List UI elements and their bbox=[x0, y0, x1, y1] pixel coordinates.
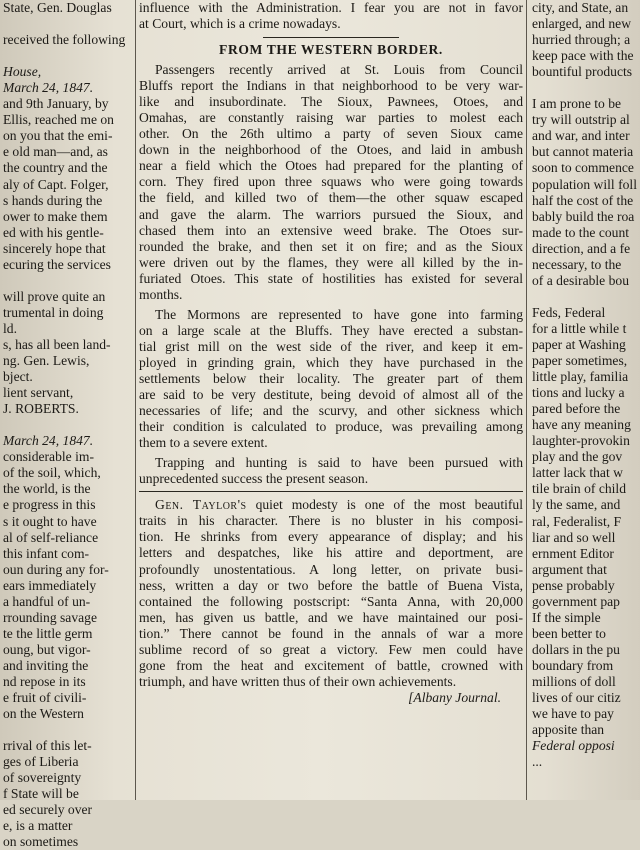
right-column-line: but cannot materia bbox=[532, 144, 634, 160]
right-column-line: of a desirable bou bbox=[532, 272, 630, 288]
paragraph-indians bbox=[139, 62, 523, 303]
right-column-line: ral, Federalist, F bbox=[532, 513, 622, 529]
left-column-line: the country and the bbox=[3, 160, 108, 176]
paragraph-line: ness, written a day or two before the battle of Buena Vista, bbox=[139, 577, 523, 593]
left-column-line: and 9th January, by bbox=[3, 96, 109, 112]
left-column-line bbox=[0, 273, 132, 289]
right-column-line: I am prone to be bbox=[532, 96, 622, 112]
left-column-line: and inviting the bbox=[3, 657, 89, 673]
center-column bbox=[139, 0, 523, 706]
right-column-line: for a little while t bbox=[532, 320, 627, 336]
paragraph-line: letters and despatches, like his attire and deportment, are bbox=[139, 545, 523, 561]
left-column-line: this infant com- bbox=[3, 545, 90, 561]
right-column-line: enlarged, and new bbox=[532, 16, 632, 32]
paragraph-line: at Court, which is a crime nowadays. bbox=[139, 16, 341, 32]
left-column-line: te the little germ bbox=[3, 625, 93, 641]
right-column-line: Feds, Federal bbox=[532, 304, 606, 320]
right-column-line: play and the gov bbox=[532, 449, 623, 465]
right-column-line: keep pace with the bbox=[532, 48, 634, 64]
paragraph-line: Omahas, are constantly raising war parties to molest each bbox=[139, 110, 523, 126]
paragraph-line: settlements below their locality. The greater part of them bbox=[139, 370, 523, 386]
right-column-line: tions and lucky a bbox=[532, 385, 625, 401]
right-column-line: boundary from bbox=[532, 657, 614, 673]
paragraph-line: are said to be very destitute, being devoid of almost all of the bbox=[139, 387, 523, 403]
paragraph-line: Gen. Taylor's quiet modesty is one of the most beautiful bbox=[155, 497, 523, 513]
left-column-line: aly of Capt. Folger, bbox=[3, 176, 109, 192]
left-column-line: Ellis, reached me on bbox=[3, 112, 114, 128]
paragraph-line: near a field which the Otoes had prepared for the planting of bbox=[139, 158, 523, 174]
paragraph-line: Bluffs report the Indians in that neighborhood to be very war- bbox=[139, 78, 523, 94]
paragraph-line: ployed in grinding grain, which they have purchased in the bbox=[139, 354, 523, 370]
right-column-line: and war, and inter bbox=[532, 128, 630, 144]
left-column-line: s, has all been land- bbox=[3, 336, 111, 352]
paragraph-line: influence with the Administration. I fear you are not in favor bbox=[139, 0, 523, 15]
source-credit: [Albany Journal. bbox=[408, 689, 501, 705]
paragraph-line: Passengers recently arrived at St. Louis from Council bbox=[155, 62, 523, 78]
right-column-line: Federal opposi bbox=[532, 738, 615, 754]
right-column-line: latter lack that w bbox=[532, 465, 623, 481]
right-column-line: millions of doll bbox=[532, 673, 616, 689]
left-column-line: March 24, 1847. bbox=[3, 80, 94, 96]
paragraph-line: Trapping and hunting is said to have been pursued with bbox=[155, 455, 523, 471]
right-column-line bbox=[530, 289, 640, 305]
left-column-line: f State will be bbox=[3, 786, 79, 802]
paragraph-line: sublime record of so great a victory. Few men could have bbox=[139, 641, 523, 657]
right-column-line: city, and State, an bbox=[532, 0, 629, 15]
right-column-line: ... bbox=[532, 754, 543, 770]
paragraph-line: gone from the heat and excitement of battle, crowned with bbox=[139, 657, 523, 673]
left-column-line: oung, but vigor- bbox=[3, 641, 91, 657]
left-column-line: e progress in this bbox=[3, 497, 96, 513]
paragraph-line: down in the neighborhood of the Otoes, and laid in ambush bbox=[139, 142, 523, 158]
paragraph-line: contained the following postscript: “Santa Anna, with 20,000 bbox=[139, 593, 523, 609]
left-column-line: considerable im- bbox=[3, 449, 94, 465]
left-column-line: oun during any for- bbox=[3, 561, 109, 577]
right-column bbox=[530, 0, 640, 770]
paragraph-line: The Mormons are represented to have gone into farming bbox=[155, 306, 523, 322]
right-column-line: government pap bbox=[532, 593, 620, 609]
column-rule-right bbox=[526, 0, 527, 800]
right-column-line: bountiful products bbox=[532, 64, 633, 80]
left-column-line: sincerely hope that bbox=[3, 240, 106, 256]
paragraph-line: other. On the 26th ultimo a party of seven Sioux came bbox=[139, 126, 523, 142]
left-column-line: trumental in doing bbox=[3, 304, 104, 320]
left-column-line: s it ought to have bbox=[3, 513, 97, 529]
right-column-line: paper at Washing bbox=[532, 336, 626, 352]
left-column-line bbox=[0, 417, 132, 433]
left-column-line bbox=[0, 48, 132, 64]
right-column-line: pared before the bbox=[532, 401, 621, 417]
left-column-line: House, bbox=[3, 64, 42, 80]
right-column-line: If the simple bbox=[532, 609, 601, 625]
left-column-line: s hands during the bbox=[3, 192, 103, 208]
left-column-line: e old man—and, as bbox=[3, 144, 108, 160]
paragraph-line: traits in his character. There is no bluster in his composi- bbox=[139, 513, 523, 529]
right-column-line: apposite than bbox=[532, 722, 605, 738]
paragraph-line: profoundly unostentatious. A long letter, on private busi- bbox=[139, 561, 523, 577]
left-column-line: e, is a matter bbox=[3, 818, 73, 834]
right-column-line: soon to commence bbox=[532, 160, 634, 176]
paragraph-trapping bbox=[139, 455, 523, 487]
left-column-line: J. ROBERTS. bbox=[3, 401, 79, 417]
paragraph-line: furiated Otoes. This state of hostilities has existed for several bbox=[139, 270, 523, 286]
previous-article-end bbox=[139, 0, 523, 32]
left-column-line bbox=[0, 16, 132, 32]
paragraph-line: tial grist mill on the west side of the river, and keep it em- bbox=[139, 338, 523, 354]
right-column-line: we have to pay bbox=[532, 706, 614, 722]
left-column-line: ld. bbox=[3, 320, 17, 336]
article-divider bbox=[263, 37, 399, 38]
taylor-lead: Gen. Taylor's bbox=[155, 497, 247, 513]
left-column-line: a handful of un- bbox=[3, 593, 91, 609]
right-column-line: direction, and a fe bbox=[532, 240, 631, 256]
left-column-line: e fruit of civili- bbox=[3, 690, 87, 706]
left-column-line: nd repose in its bbox=[3, 673, 86, 689]
paragraph-taylor bbox=[139, 497, 523, 690]
right-column-line: been better to bbox=[532, 625, 606, 641]
left-column bbox=[0, 0, 132, 850]
paragraph-line: corn. They fired upon three squaws who were going towards bbox=[139, 174, 523, 190]
article-separator bbox=[139, 491, 523, 492]
right-column-line: dollars in the pu bbox=[532, 641, 620, 657]
left-column-line: al of self-reliance bbox=[3, 529, 99, 545]
paragraph-line: the field, and killed two of them—the other squaw escaped bbox=[139, 190, 523, 206]
paragraph-line: triumph, and have written thus of their own achievements. bbox=[139, 673, 457, 689]
right-column-line: made to the count bbox=[532, 224, 630, 240]
left-column-line: ears immediately bbox=[3, 577, 97, 593]
paragraph-line: them to a severe extent. bbox=[139, 435, 268, 451]
left-column-line: of the soil, which, bbox=[3, 465, 101, 481]
right-column-line: argument that bbox=[532, 561, 607, 577]
left-column-line: State, Gen. Douglas bbox=[3, 0, 112, 15]
right-column-line: lives of our citiz bbox=[532, 690, 621, 706]
right-column-line: hurried through; a bbox=[532, 32, 631, 48]
left-column-line: on sometimes bbox=[3, 834, 79, 850]
left-column-line: ed securely over bbox=[3, 802, 93, 818]
left-column-line: lient servant, bbox=[3, 385, 74, 401]
right-column-line: bably build the roa bbox=[532, 208, 635, 224]
paragraph-line: were driven out by the flames, they were all killed by the in- bbox=[139, 254, 523, 270]
paragraph-line: chased them into an extensive weed brake. The Otoes sur- bbox=[139, 222, 523, 238]
right-column-line: pense probably bbox=[532, 577, 615, 593]
right-column-line: have any meaning bbox=[532, 417, 631, 433]
left-column-line: ng. Gen. Lewis, bbox=[3, 353, 90, 369]
left-column-line: ower to make them bbox=[3, 208, 108, 224]
left-column-line: rrival of this let- bbox=[3, 738, 92, 754]
left-column-line: received the following bbox=[3, 32, 126, 48]
left-column-line: on the Western bbox=[3, 706, 84, 722]
paragraph-line: tion. He shrinks from every appearance of display; and his bbox=[139, 529, 523, 545]
right-column-line: little play, familia bbox=[532, 369, 629, 385]
paragraph-line: tion.” There cannot be found in the annals of war a more bbox=[139, 625, 523, 641]
column-rule-left bbox=[135, 0, 136, 800]
paragraph-line: men, has given us battle, and we have maintained our posi- bbox=[139, 609, 523, 625]
right-column-line: try will outstrip al bbox=[532, 112, 630, 128]
paragraph-line: and gave the alarm. The warriors pursued the Sioux, and bbox=[139, 206, 523, 222]
paragraph-line: unprecedented success the present season. bbox=[139, 471, 369, 487]
left-column-line: on you that the emi- bbox=[3, 128, 113, 144]
left-column-line: ecuring the services bbox=[3, 256, 111, 272]
right-column-line: laughter-provokin bbox=[532, 433, 630, 449]
article-headline: FROM THE WESTERN BORDER. bbox=[219, 42, 443, 58]
left-column-line: rrounding savage bbox=[3, 609, 97, 625]
paragraph-line: necessaries of life; and the scurvy, and other sickness which bbox=[139, 403, 523, 419]
right-column-line: tile brain of child bbox=[532, 481, 626, 497]
paragraph-line: rounded the brake, and then set it on fire; and as the Sioux bbox=[139, 238, 523, 254]
paragraph-mormons bbox=[139, 307, 523, 451]
paragraph-line: months. bbox=[139, 286, 183, 302]
left-column-line: the world, is the bbox=[3, 481, 91, 497]
paragraph-line: on a large scale at the Bluffs. They have erected a substan- bbox=[139, 322, 523, 338]
right-column-line: population will foll bbox=[532, 176, 637, 192]
right-column-line: liar and so well bbox=[532, 529, 616, 545]
right-column-line: half the cost of the bbox=[532, 192, 634, 208]
left-column-line: will prove quite an bbox=[3, 288, 106, 304]
right-column-line: necessary, to the bbox=[532, 256, 622, 272]
paragraph-line: their condition is calculated to produce, was prevailing among bbox=[139, 419, 523, 435]
paragraph-line: like and insubordinate. The Sioux, Pawnees, Otoes, and bbox=[139, 94, 523, 110]
left-column-line: bject. bbox=[3, 369, 33, 385]
right-column-line: ly the same, and bbox=[532, 497, 621, 513]
right-column-line bbox=[530, 80, 640, 96]
left-column-line: March 24, 1847. bbox=[3, 433, 94, 449]
left-column-line: of sovereignty bbox=[3, 770, 82, 786]
right-column-line: paper sometimes, bbox=[532, 353, 628, 369]
left-column-line bbox=[0, 722, 132, 738]
left-column-line: ed with his gentle- bbox=[3, 224, 104, 240]
left-column-line: ges of Liberia bbox=[3, 754, 79, 770]
right-column-line: ernment Editor bbox=[532, 545, 614, 561]
